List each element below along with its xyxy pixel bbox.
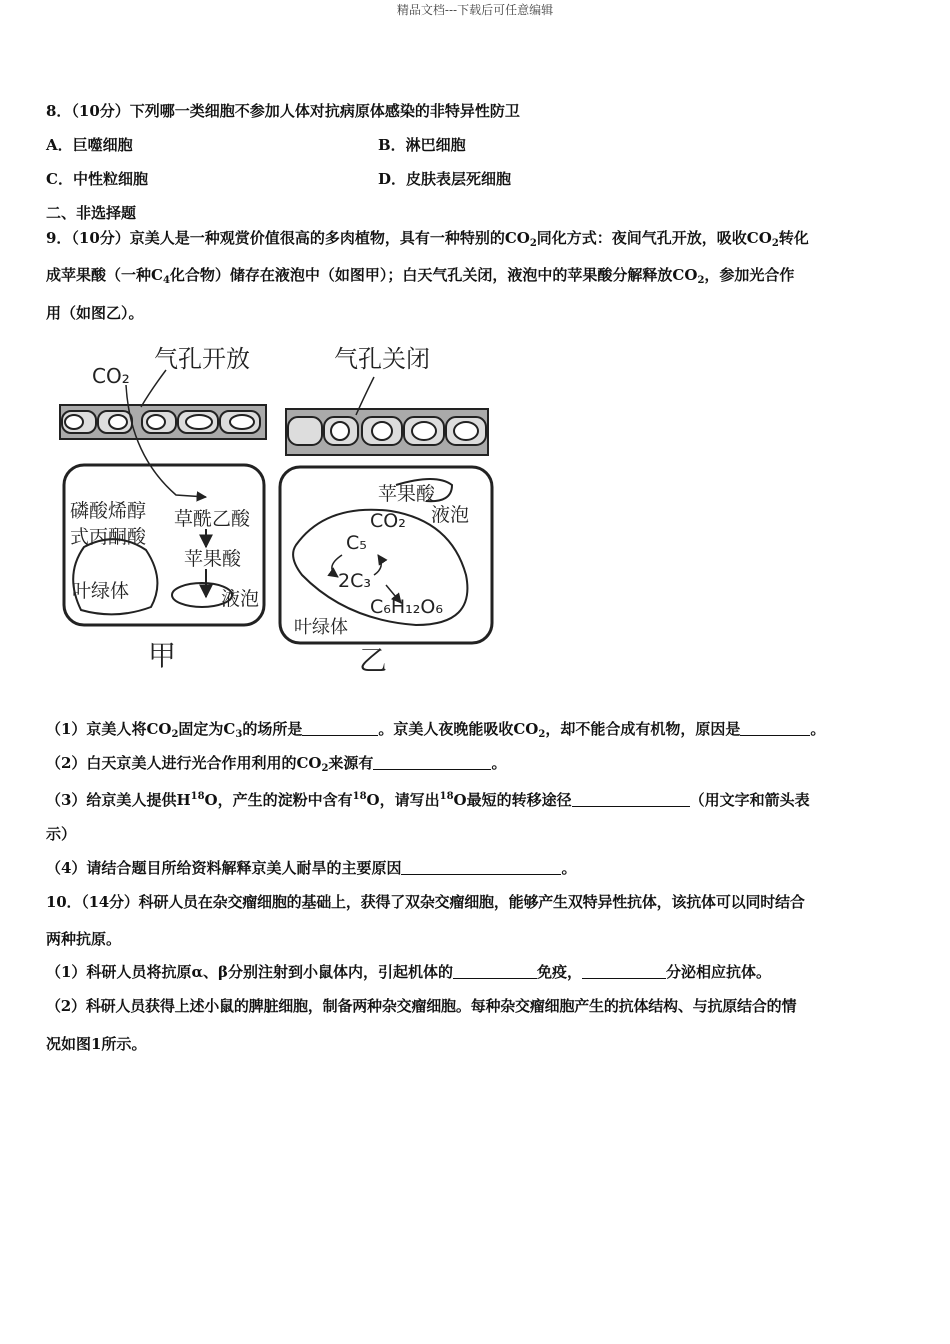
stoma-open-label: 气孔开放 (154, 345, 250, 373)
pep-label-2: 式丙酮酸 (70, 526, 147, 548)
q8-option-d: D．皮肤表层死细胞 (378, 170, 512, 188)
pep-label-1: 磷酸烯醇 (70, 500, 147, 522)
stoma-closed-label: 气孔关闭 (334, 345, 430, 373)
q9-part4: （4）请结合题目所给资料解释京美人耐旱的主要原因 。 (46, 859, 577, 877)
q9-part1: （1）京美人将$CO_2$固定为$C_3$的场所是 。京美人夜晚能吸收$CO_2$，却不能合成有机物，原因是 。 (46, 720, 826, 740)
vacuole-right-label: 液泡 (431, 504, 470, 526)
vacuole-left-label: 液泡 (221, 588, 260, 610)
answer-blank[interactable] (572, 792, 690, 807)
q8-option-c: C．中性粒细胞 (46, 170, 148, 188)
figure-label-yi: 乙 (359, 644, 388, 675)
page-header: 精品文档---下载后可任意编辑 (396, 3, 554, 17)
answer-blank[interactable] (582, 964, 666, 979)
oaa-label: 草酰乙酸 (174, 508, 251, 530)
q9-part2: （2）白天京美人进行光合作用利用的$CO_2$来源有 。 (46, 754, 507, 774)
answer-blank[interactable] (302, 721, 378, 736)
q9-part3-line2: 示） (46, 825, 77, 843)
glucose-label: C₆H₁₂O₆ (370, 596, 443, 618)
chloroplast-right-label: 叶绿体 (294, 617, 348, 638)
answer-blank[interactable] (453, 964, 537, 979)
q8-option-a: A．巨噬细胞 (46, 136, 133, 154)
answer-blank[interactable] (401, 860, 561, 875)
q8-option-b: B．淋巴细胞 (378, 136, 466, 154)
panel-yi (280, 345, 492, 675)
left-co2-label: CO₂ (92, 364, 130, 388)
malate-left-label: 苹果酸 (184, 548, 242, 570)
q9-part3: （3）给京美人提供$H^{18}O$，产生的淀粉中含有$^{18}$O，请写出$^{18}$O最短的转移途径 （用文字和箭头表 (46, 791, 810, 809)
c3-label: 2C₃ (338, 570, 371, 592)
q9-stem-line3: 用（如图乙）。 (46, 304, 144, 322)
q10-part2-line1: （2）科研人员获得上述小鼠的脾脏细胞，制备两种杂交瘤细胞。每种杂交瘤细胞产生的抗体结构、与抗原结合的情 (46, 997, 797, 1015)
answer-blank[interactable] (373, 755, 491, 770)
q10-stem-line1: 10．（14分）科研人员在杂交瘤细胞的基础上，获得了双杂交瘤细胞，能够产生双特异性抗体，该抗体可以同时结合 (46, 893, 805, 911)
q10-part1: （1）科研人员将抗原α、β分别注射到小鼠体内，引起机体的 免疫， 分泌相应抗体。 (46, 963, 771, 981)
q9-stem-line2: 成苹果酸（一种$C_4$化合物）储存在液泡中（如图甲）；白天气孔关闭，液泡中的苹果酸分解释放$CO_2$，参加光合作 (46, 266, 795, 286)
panel-jia (60, 345, 266, 672)
c5-label: C₅ (346, 532, 367, 554)
q9-stem-line1: 9．（10分）京美人是一种观赏价值很高的多肉植物，具有一种特别的$CO_2$同化方式：夜间气孔开放，吸收$CO_2$转化 (46, 229, 809, 249)
cam-photosynthesis-figure (56, 335, 506, 675)
answer-blank[interactable] (740, 721, 810, 736)
q10-stem-line2: 两种抗原。 (46, 930, 122, 948)
q10-part2-line2: 况如图1所示。 (46, 1035, 147, 1053)
co2-right-label: CO₂ (370, 510, 406, 532)
chloroplast-left-label: 叶绿体 (72, 580, 130, 602)
figure-label-jia: 甲 (148, 639, 177, 672)
malate-right-label: 苹果酸 (378, 483, 436, 505)
section-heading: 二、非选择题 (46, 204, 137, 222)
q8-stem: 8．（10分）下列哪一类细胞不参加人体对抗病原体感染的非特异性防卫 (46, 102, 520, 120)
